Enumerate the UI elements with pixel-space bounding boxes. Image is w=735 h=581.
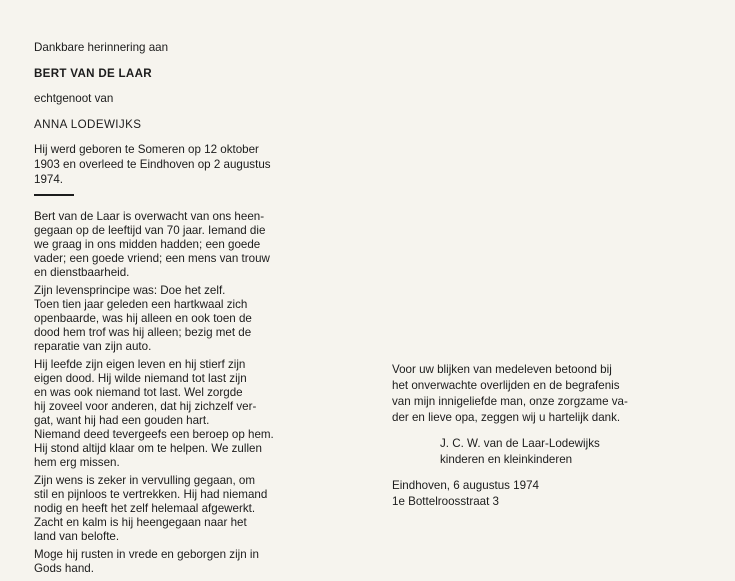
thanks-line: Voor uw blijken van medeleven betoond bij <box>392 363 612 376</box>
divider-rule <box>34 194 74 196</box>
eulogy-line: nodig en heeft het zelf helemaal afgewerkt. <box>34 502 256 515</box>
eulogy-line: vader; een goede vriend; een mens van trouw <box>34 252 270 265</box>
eulogy-line: reparatie van zijn auto. <box>34 340 152 353</box>
eulogy-line: en dienstbaarheid. <box>34 266 130 279</box>
birth-line: 1903 en overleed te Eindhoven op 2 augustus <box>34 158 271 171</box>
eulogy-line: Toen tien jaar geleden een hartkwaal zich <box>34 298 248 311</box>
eulogy-line: Niemand deed tevergeefs een beroep op hem. <box>34 428 274 441</box>
place-date: Eindhoven, 6 augustus 1974 <box>392 479 539 492</box>
eulogy-line: hem erg missen. <box>34 456 120 469</box>
intro-text: Dankbare herinnering aan <box>34 41 169 54</box>
address: 1e Bottelroosstraat 3 <box>392 495 499 508</box>
birth-line: Hij werd geboren te Someren op 12 oktober <box>34 143 259 156</box>
eulogy-line: Moge hij rusten in vrede en geborgen zijn in <box>34 548 259 561</box>
birth-line: 1974. <box>34 173 64 186</box>
relation-text: echtgenoot van <box>34 92 114 105</box>
eulogy-line: gegaan op de leeftijd van 70 jaar. Iemand die <box>34 224 266 237</box>
family-line: kinderen en kleinkinderen <box>440 453 573 466</box>
spouse-name: ANNA LODEWIJKS <box>34 118 142 131</box>
eulogy-line: openbaarde, was hij alleen en ook toen de <box>34 312 252 325</box>
deceased-name: BERT VAN DE LAAR <box>34 67 152 80</box>
eulogy-line: Zacht en kalm is hij heengegaan naar het <box>34 516 247 529</box>
thanks-line: der en lieve opa, zeggen wij u hartelijk dank. <box>392 411 621 424</box>
eulogy-line: Zijn wens is zeker in vervulling gegaan, om <box>34 474 256 487</box>
eulogy-line: gat, want hij had een gouden hart. <box>34 414 210 427</box>
thanks-line: het onverwachte overlijden en de begrafenis <box>392 379 620 392</box>
signature: J. C. W. van de Laar-Lodewijks <box>440 437 600 450</box>
eulogy-line: en was ook niemand tot last. Wel zorgde <box>34 386 243 399</box>
eulogy-line: hij zoveel voor anderen, dat hij zichzelf ver- <box>34 400 257 413</box>
eulogy-line: stil en pijnloos te vertrekken. Hij had niemand <box>34 488 268 501</box>
thanks-line: van mijn innigeliefde man, onze zorgzame va- <box>392 395 628 408</box>
eulogy-line: Hij stond altijd klaar om te helpen. We zullen <box>34 442 262 455</box>
eulogy-line: Bert van de Laar is overwacht van ons heen- <box>34 210 265 223</box>
eulogy-line: dood hem trof was hij alleen; bezig met de <box>34 326 252 339</box>
eulogy-line: Gods hand. <box>34 562 94 575</box>
eulogy-line: Hij leefde zijn eigen leven en hij stierf zijn <box>34 358 246 371</box>
eulogy-line: land van belofte. <box>34 530 120 543</box>
eulogy-line: eigen dood. Hij wilde niemand tot last zijn <box>34 372 247 385</box>
eulogy-line: Zijn levensprincipe was: Doe het zelf. <box>34 284 226 297</box>
eulogy-line: we graag in ons midden hadden; een goede <box>34 238 261 251</box>
